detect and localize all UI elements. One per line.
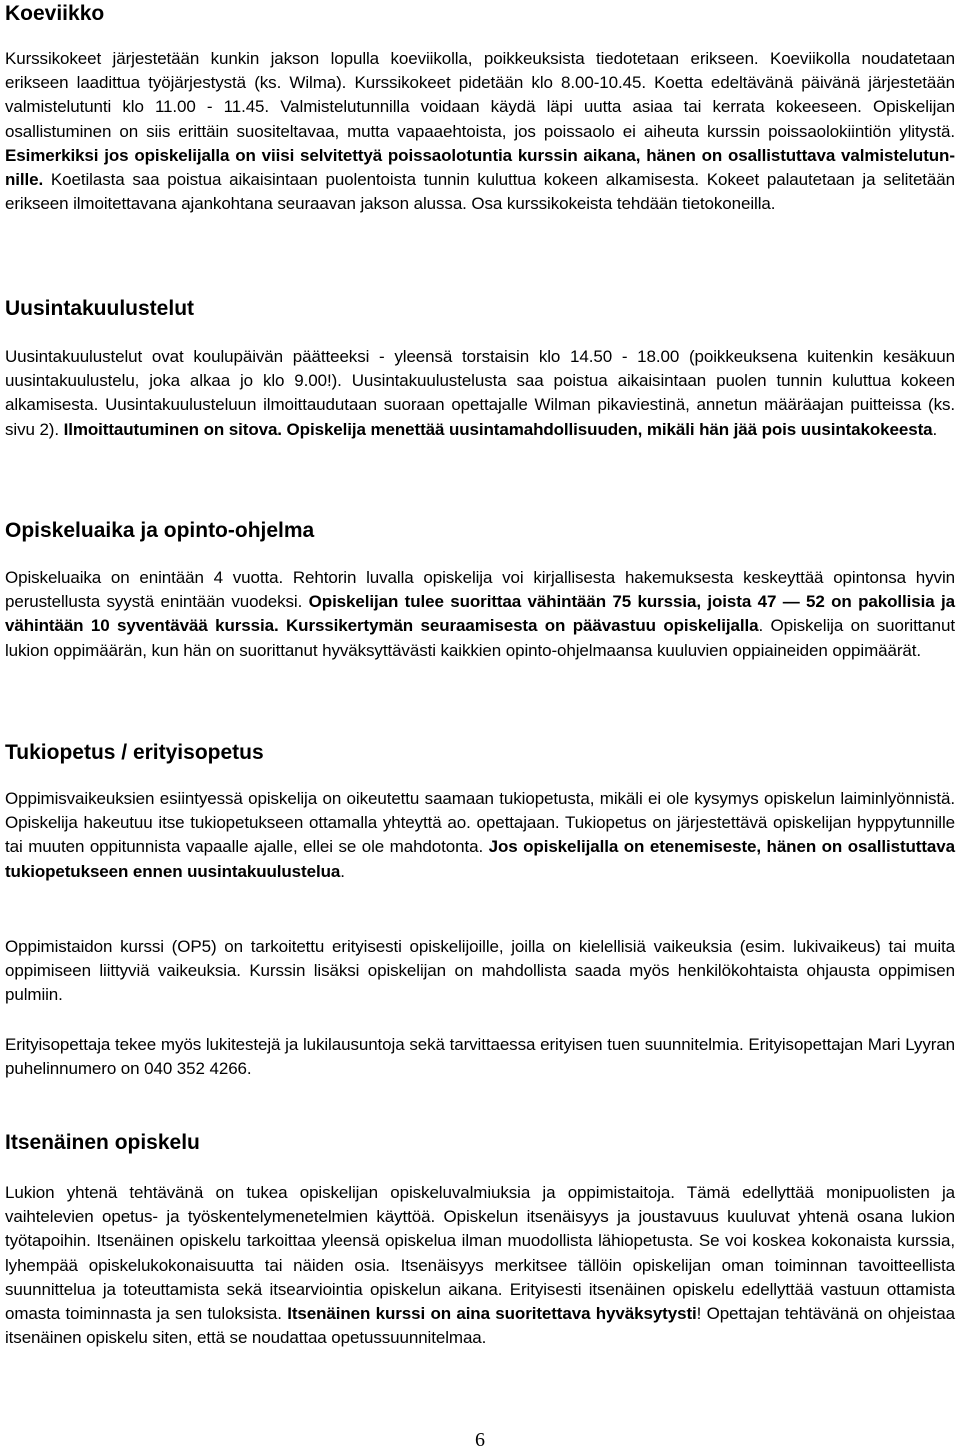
- paragraph-tukiopetus-2: [5, 935, 955, 1008]
- text-run: .: [340, 861, 345, 881]
- paragraph-tukiopetus-3: [5, 1033, 955, 1081]
- text-run: Erityisopettaja tekee myös lukitestejä ja lukilausuntoja sekä tarvittaessa erityisen tuen suunnitelmia. Erityisopettajan Mari Lyyran puhelinnumero on 040 352 4266.: [5, 1035, 955, 1079]
- heading-uusintakuulustelut: Uusintakuulustelut: [5, 297, 195, 320]
- text-run: Koetilasta saa poistua aikaisintaan puolentoista tunnin kuluttua kokeen alkamisesta. Kokeet palautetaan ja selitetään erikseen ilmoitettavana ajankohtana seuraavan jakson alussa. Osa kurssikokeista tehdään tietokoneilla.: [5, 170, 955, 214]
- bold-text-run: Opiskelijan tulee suorittaa vähintään 75 kurssia, joista 47 — 52 on pakollisia ja vähintään 10 syventävää kurssia. Kurssikertymän seuraamisesta on päävastuu opiskelijalla: [5, 592, 955, 636]
- paragraph-opiskeluaika: [5, 566, 955, 663]
- bold-text-run: Ilmoittautuminen on sitova. Opiskelija menettää uusintamahdollisuuden, mikäli hän jää pois uusintakokeesta: [63, 419, 933, 439]
- page-number: 6: [475, 1429, 485, 1451]
- text-run: ! Opettajan tehtävänä on ohjeistaa itsenäinen opiskelu siten, että se noudattaa opetussuunnitelmaa.: [5, 1304, 955, 1348]
- bold-text-run: Jos opiskelijalla on etenemiseste, hänen on osallistuttava tukiopetukseen ennen uusintakuulustelua: [5, 837, 955, 881]
- bold-text-run: Esimerkiksi jos opiskelijalla on viisi selvitettyä poissaolotuntia kurssin aikana, hänen on osallistuttava valmistelutunnille.: [5, 145, 955, 190]
- paragraph-uusintakuulustelut: [5, 345, 955, 442]
- heading-koeviikko: Koeviikko: [5, 2, 105, 25]
- heading-itsenainen-opiskelu: Itsenäinen opiskelu: [5, 1131, 200, 1154]
- paragraph-itsenainen-opiskelu: [5, 1181, 955, 1350]
- text-run: Uusintakuulustelut ovat koulupäivän päätteeksi - yleensä torstaisin klo 14.50 - 18.00 (poikkeuksena kuitenkin kesäkuun uusintakuulustelu, joka alkaa jo klo 9.00!). Uusintakuulustelusta saa poistua aikaisintaan puolen tunnin kuluttua kokeen alkamisesta. Uusintakuulusteluun ilmoittaudutaan suoraan opettajalle Wilman pikaviestinä, annetun määräajan puitteissa (ks. sivu 2).: [5, 347, 955, 439]
- text-run: .: [932, 419, 938, 439]
- bold-text-run: Itsenäinen kurssi on aina suoritettava hyväksytysti: [287, 1304, 697, 1324]
- text-run: Oppimistaidon kurssi (OP5) on tarkoitettu erityisesti opiskelijoille, joilla on kielellisiä vaikeuksia (esim. lukivaikeus) tai muita oppimiseen liittyviä vaikeuksia. Kurssin lisäksi opiskelijan on mahdollista saada myös henkilökohtaista ohjausta oppimisen pulmiin.: [5, 937, 955, 1005]
- text-run: Kurssikokeet järjestetään kunkin jakson lopulla koeviikolla, poikkeuksista tiedotetaan erikseen. Koeviikolla noudatetaan erikseen laadittua työjärjestystä (ks. Wilma). Kurssikokeet pidetään klo 8.00-10.45. Koetta edeltävänä päivänä järjestetään valmistelutunti klo 11.00 - 11.45. Valmistelutunnilla voidaan käydä läpi uutta asiaa tai kerrata kokeeseen. Opiskelijan osallistuminen on siis erittäin suositeltavaa, mutta vapaaehtoista, jos poissaolo ei aiheuta kurssin poissaolokiintiön ylitystä.: [5, 49, 955, 141]
- paragraph-tukiopetus-1: [5, 787, 955, 884]
- text-run: Lukion yhtenä tehtävänä on tukea opiskelijan opiskeluvalmiuksia ja oppimistaitoja. Tämä edellyttää monipuolisten ja vaihtelevien opetus- ja työskentelymenetelmien käyttöä. Opiskelun itsenäisyys ja joustavuus kuuluvat yhtenä osana lukion työtapoihin. Itsenäinen opiskelu tarkoittaa yleensä opiskelua ilman muodollista lähiopetusta. Se voi koskea kokonaista kurssia, lyhempää opiskelukokonaisuutta tai näiden osia. Itsenäisyys merkitsee tällöin opiskelijan oman toiminnan tavoitteellista suunnittelua ja toteuttamista sekä itsearviointia opiskelun aikana. Erityisesti itsenäinen opiskelu edellyttää vastuun ottamista omasta toiminnasta ja sen tuloksista.: [5, 1183, 955, 1324]
- paragraph-koeviikko: [5, 47, 955, 216]
- text-run: Opiskeluaika on enintään 4 vuotta. Rehtorin luvalla opiskelija voi kirjallisesta hakemuksesta keskeyttää opintonsa hyvin perustellusta syystä enintään vuodeksi.: [5, 568, 955, 612]
- heading-opiskeluaika: Opiskeluaika ja opinto-ohjelma: [5, 519, 315, 542]
- heading-tukiopetus: Tukiopetus / erityisopetus: [5, 741, 264, 764]
- text-run: Oppimisvaikeuksien esiintyessä opiskelija on oikeutettu saamaan tukiopetusta, mikäli ei ole kysymys opiskelun laiminlyönnistä. Opiskelija hakeutuu itse tukiopetukseen ottamalla yhteyttä ao. opettajaan. Tukiopetus on järjestettävä opiskelijan hyppytunnille tai muuten oppitunnista vapaalle ajalle, ellei se ole mahdotonta.: [5, 789, 955, 857]
- text-run: . Opiskelija on suorittanut lukion oppimäärän, kun hän on suorittanut hyväksyttävästi kaikkien opinto-ohjelmaansa kuuluvien oppiaineiden oppimäärät.: [5, 616, 955, 660]
